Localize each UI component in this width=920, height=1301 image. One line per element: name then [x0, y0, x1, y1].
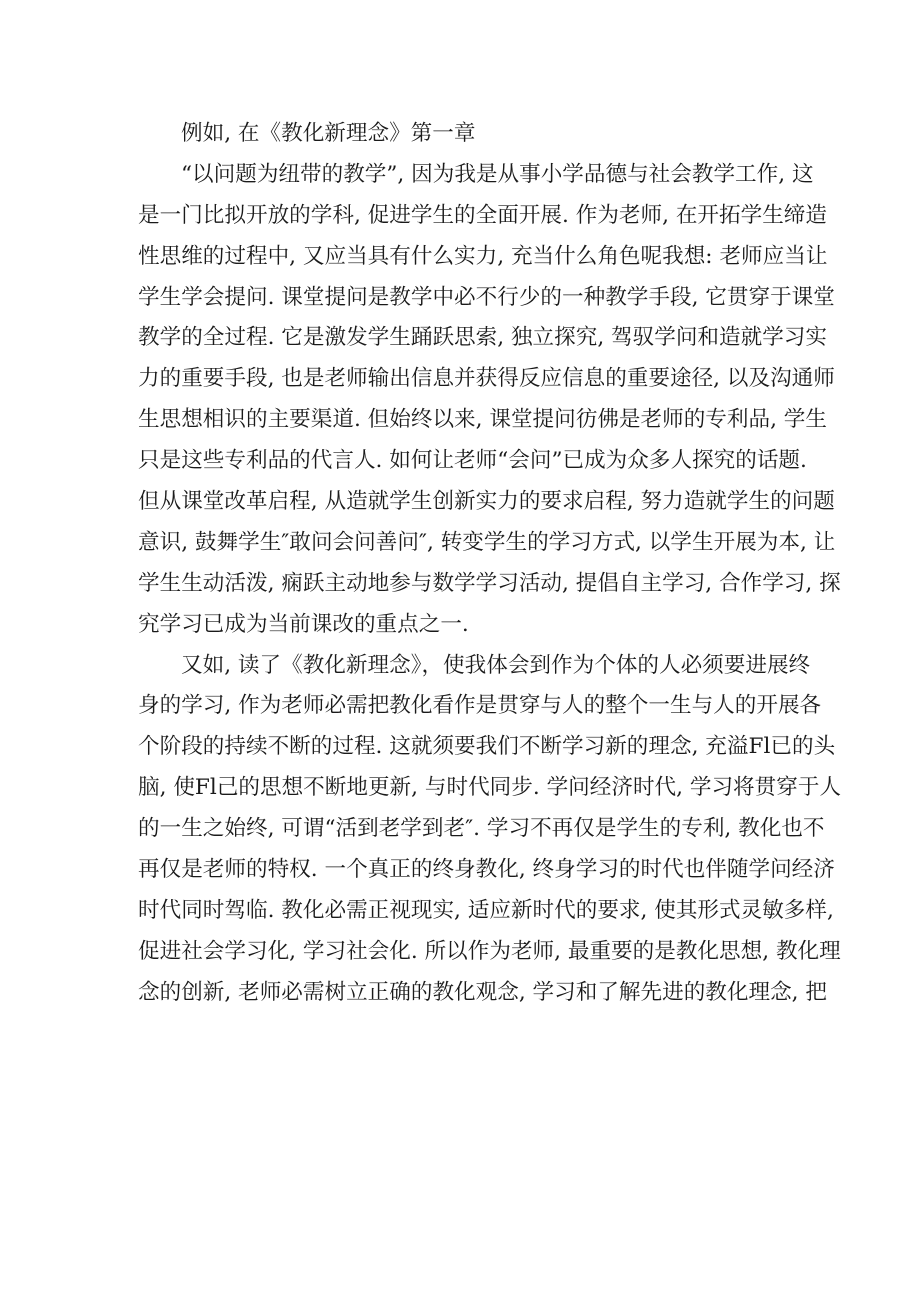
paragraph-line: 教学的全过程. 它是激发学生踊跃思索, 独立探究, 驾驭学问和造就学习实: [138, 325, 827, 351]
paragraph-line: 究学习已成为当前课改的重点之一.: [138, 611, 469, 637]
paragraph-line: 再仅是老师的特权. 一个真正的终身教化, 终身学习的时代也伴随学问经济: [138, 857, 835, 883]
paragraph-line: 但从课堂改革启程, 从造就学生创新实力的要求启程, 努力造就学生的问题: [138, 489, 835, 515]
document-body: [138, 114, 842, 1014]
paragraph-line: 又如, 读了《教化新理念》，使我体会到作为个体的人必须要进展终: [181, 652, 811, 678]
paragraph-line: 脑, 使Fl己的思想不断地更新, 与时代同步. 学问经济时代, 学习将贯穿于人: [138, 775, 842, 801]
paragraph-line: 个阶段的持续不断的过程. 这就须要我们不断学习新的理念, 充溢Fl已的头: [138, 734, 836, 760]
paragraph-line: 促进社会学习化, 学习社会化. 所以作为老师, 最重要的是教化思想, 教化理: [138, 938, 841, 964]
paragraph-line: 力的重要手段, 也是老师输出信息并获得反应信息的重要途径, 以及沟通师: [138, 366, 835, 392]
paragraph-line: 时代同时驾临. 教化必需正视现实, 适应新时代的要求, 使其形式灵敏多样,: [138, 897, 834, 923]
paragraph-line: 身的学习, 作为老师必需把教化看作是贯穿与人的整个一生与人的开展各: [138, 693, 822, 719]
paragraph-line: 生思想相识的主要渠道. 但始终以来, 课堂提问彷佛是老师的专利品, 学生: [138, 407, 827, 433]
paragraph-line: 是一门比拟开放的学科, 促进学生的全面开展. 作为老师, 在开拓学生缔造: [138, 202, 827, 228]
paragraph-line: 只是这些专利品的代言人. 如何让老师“会问”已成为众多人探究的话题.: [138, 448, 807, 474]
paragraph-line: 意识, 鼓舞学生″敢问会问善问″, 转变学生的学习方式, 以学生开展为本, 让: [138, 529, 836, 555]
paragraph-line: 学生生动活泼, 痫跃主动地参与数学学习活动, 提倡自主学习, 合作学习, 探: [138, 570, 841, 596]
section-heading: 例如, 在《教化新理念》第一章: [181, 121, 476, 146]
paragraph-line: “以问题为纽带的教学”, 因为我是从事小学品德与社会教学工作, 这: [181, 161, 814, 187]
paragraph-2: [138, 646, 842, 1014]
paragraph-1: [138, 155, 841, 646]
paragraph-line: 学生学会提问. 课堂提问是教学中必不行少的一种教学手段, 它贯穿于课堂: [138, 284, 835, 310]
paragraph-line: 性思维的过程中, 又应当具有什么实力, 充当什么角色呢我想: 老师应当让: [138, 243, 828, 269]
paragraph-line: 的一生之始终, 可谓“活到老学到老″. 学习不再仅是学生的专利, 教化也不: [138, 816, 825, 842]
paragraph-line: 念的创新, 老师必需树立正确的教化观念, 学习和了解先进的教化理念, 把: [138, 979, 827, 1005]
